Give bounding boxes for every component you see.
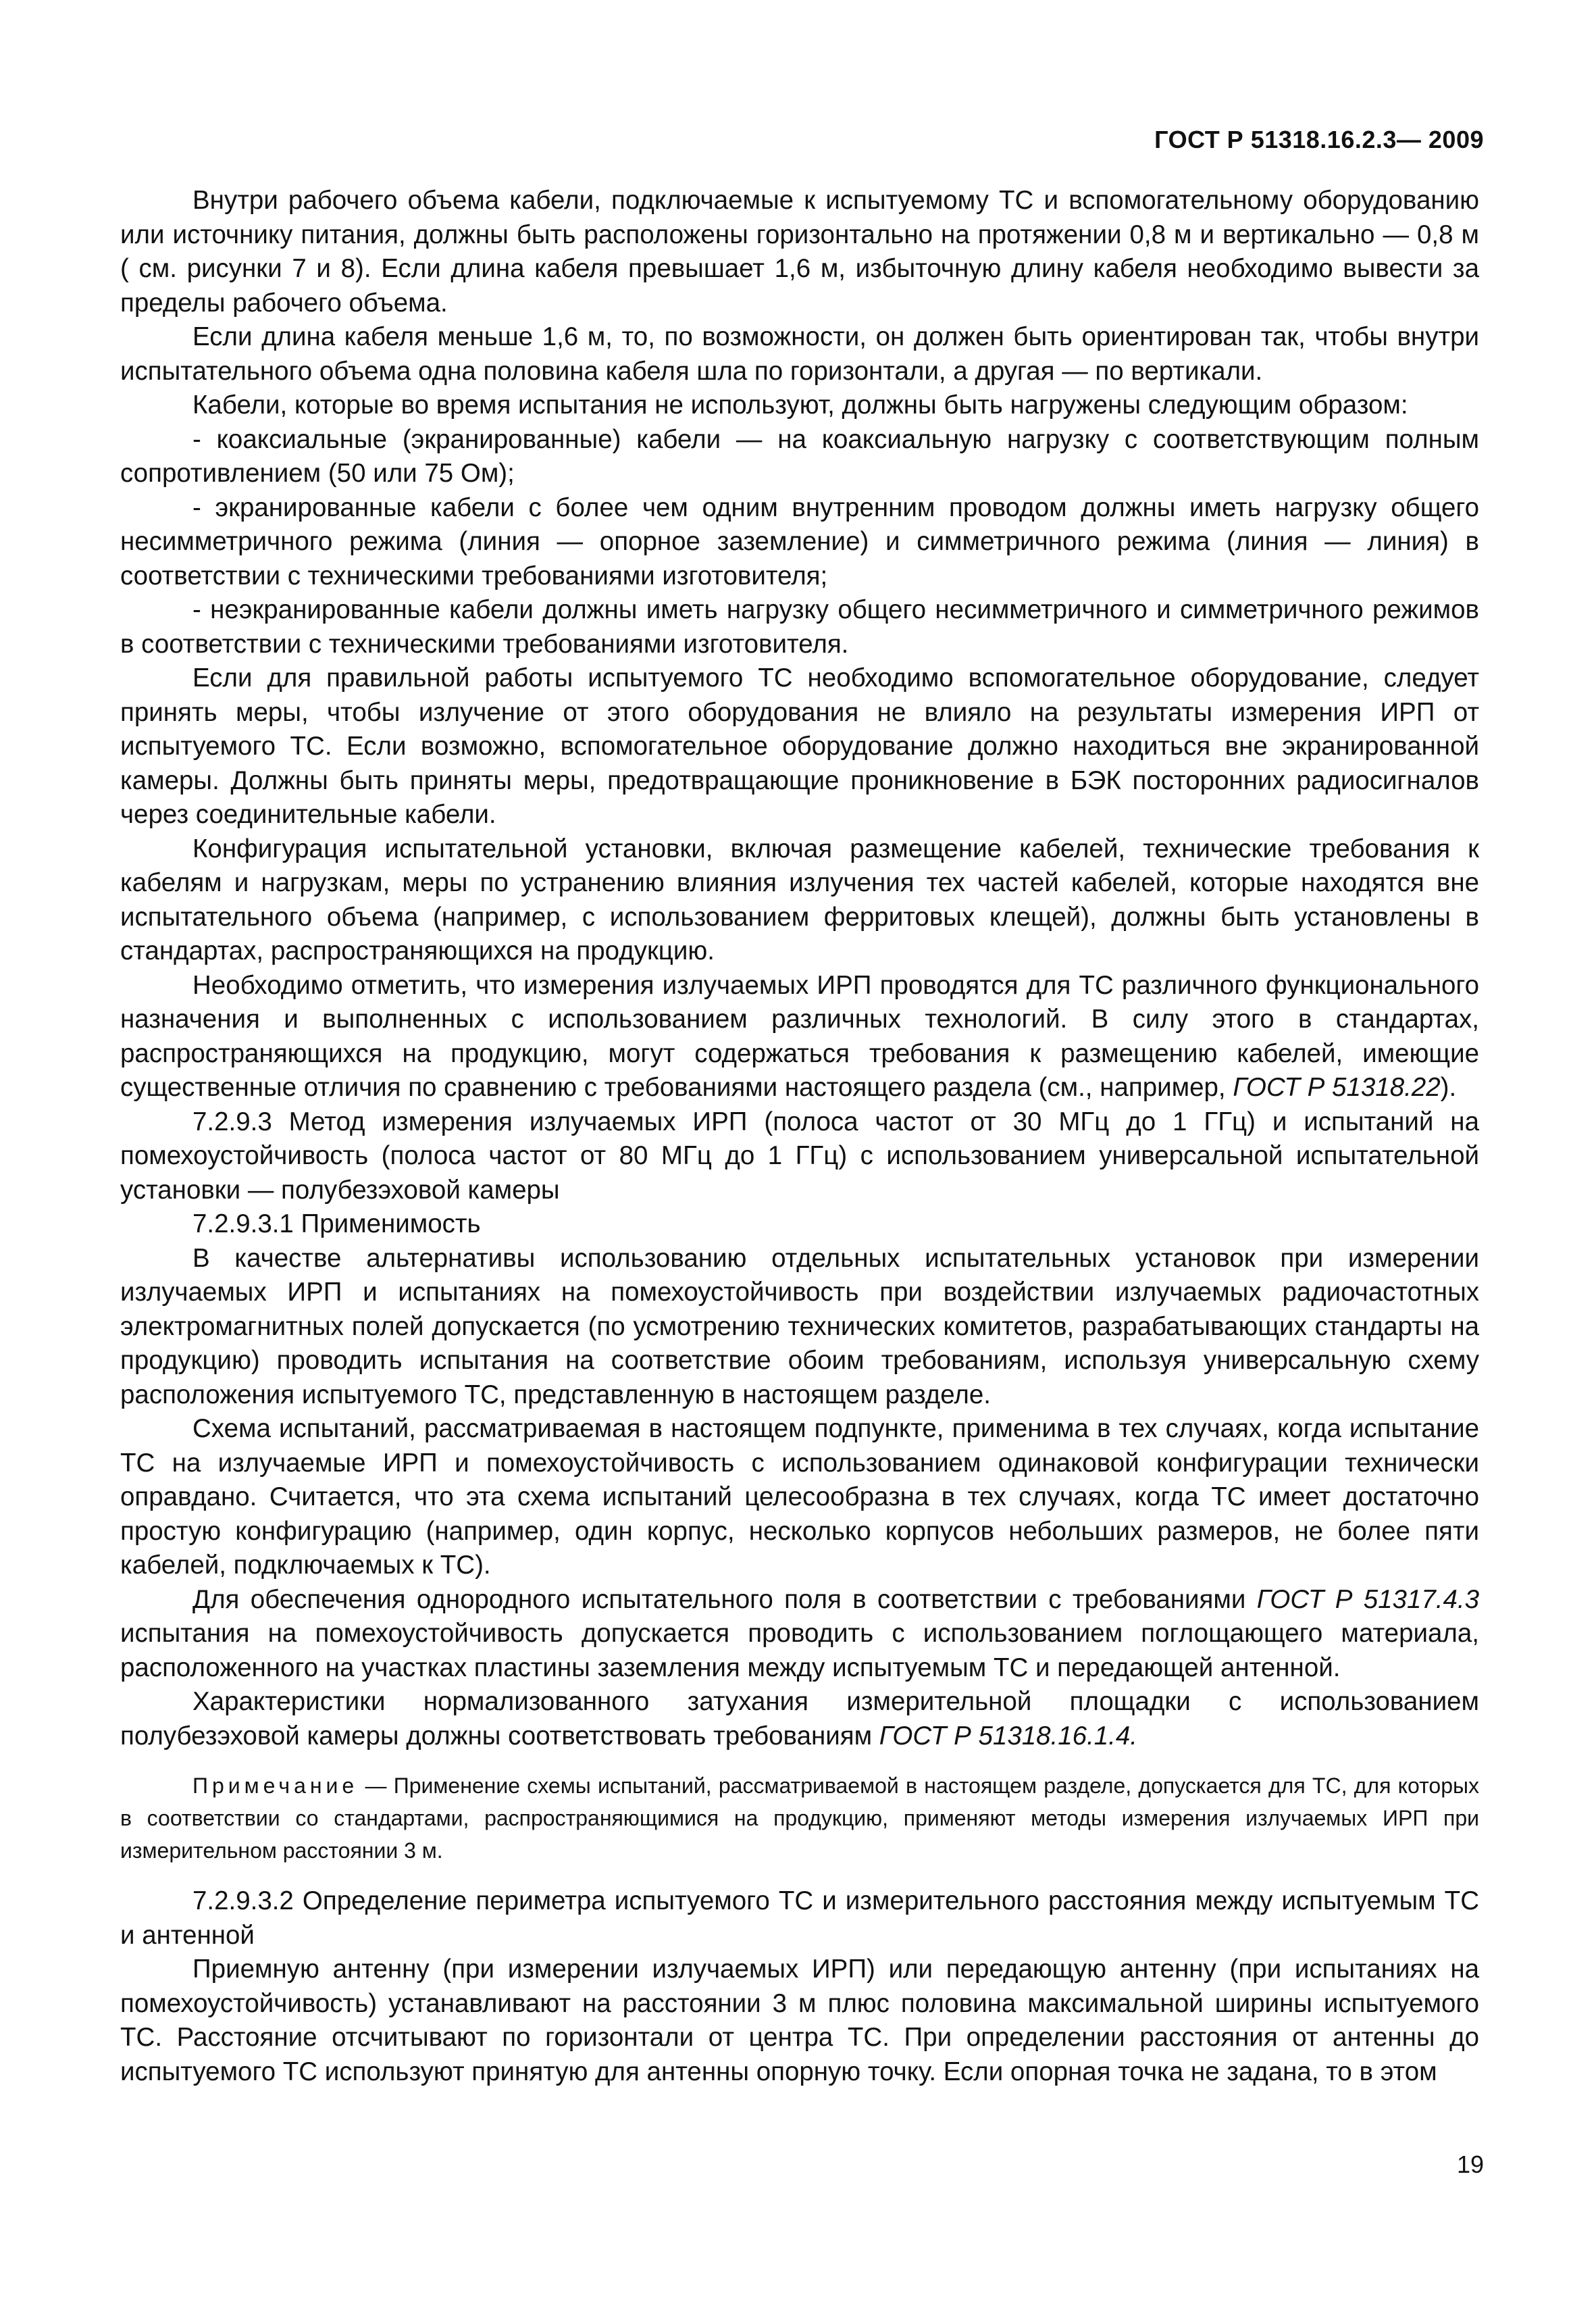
paragraph-configuration: Конфигурация испытательной установки, включая размещение кабелей, технические требования к кабелям и нагрузкам, меры по устранению влияния излучения тех частей кабелей, которые находятся вне испытательного объема (например, с использованием ферритовых клещей), должны быть установлены в стандартах, распространяющихся на продукцию. [120, 834, 1479, 965]
note-label: Примечание [192, 1774, 359, 1798]
standard-reference: ГОСТ Р 51318.22 [1233, 1073, 1441, 1102]
section-heading-7-2-9-3-1: 7.2.9.3.1 Применимость [192, 1209, 481, 1238]
note [120, 1769, 1479, 1867]
paragraph-auxiliary-equipment: Если для правильной работы испытуемого ТС необходимо вспомогательное оборудование, следует принять меры, чтобы излучение от этого оборудования не влияло на результаты измерения ИРП от испытуемого ТС. Если возможно, вспомогательное оборудование должно находиться вне экранированной камеры. Должны быть приняты меры, предотвращающие проникновение в БЭК посторонних радиосигналов через соединительные кабели. [120, 663, 1479, 829]
paragraph-cable-layout: Внутри рабочего объема кабели, подключаемые к испытуемому ТС и вспомогательному оборудованию или источнику питания, должны быть расположены горизонтально на протяжении 0,8 м и вертикально — 0,8 м ( см. рисунки 7 и 8). Если длина кабеля превышает 1,6 м, избыточную длину кабеля необходимо вывести за пределы рабочего объема. [120, 186, 1479, 318]
paragraph-text: Характеристики нормализованного затухания измерительной площадки с использованием полубезэховой камеры должны соответствовать требованиям [120, 1687, 1479, 1751]
page-number: 19 [1456, 2150, 1484, 2178]
paragraph-attenuation [120, 1685, 1479, 1753]
paragraph-text: Необходимо отметить, что измерения излучаемых ИРП проводятся для ТС различного функционального назначения и выполненных с использованием различных технологий. В силу этого в стандартах, распространяющихся на продукцию, могут содержаться требования к размещению кабелей, имеющие существенные отличия по сравнению с требованиями настоящего раздела (см., например, [120, 970, 1479, 1102]
list-item-shielded: - экранированные кабели с более чем одним внутренним проводом должны иметь нагрузку общего несимметричного режима (линия — опорное заземление) и симметричного режима (линия — линия) в соответствии с техническими требованиями изготовителя; [120, 493, 1479, 590]
document-header: ГОСТ Р 51318.16.2.3— 2009 [1154, 126, 1484, 153]
paragraph-test-scheme: Схема испытаний, рассматриваемая в настоящем подпункте, применима в тех случаях, когда испытание ТС на излучаемые ИРП и помехоустойчивость с использованием одинаковой конфигурации технически оправдано. Считается, что эта схема испытаний целесообразна в тех случаях, когда ТС имеет достаточно простую конфигурацию (например, один корпус, несколько корпусов небольших размеров, не более пяти кабелей, подключаемых к ТС). [120, 1414, 1479, 1580]
standard-reference: ГОСТ Р 51318.16.1.4. [879, 1721, 1137, 1751]
section-heading-7-2-9-3: 7.2.9.3 Метод измерения излучаемых ИРП (полоса частот от 30 МГц до 1 ГГц) и испытаний на помехоустойчивость (полоса частот от 80 МГц до 1 ГГц) с использованием универсальной испытательной установки — полубезэховой камеры [120, 1107, 1479, 1205]
paragraph-text-end: испытания на помехоустойчивость допускается проводить с использованием поглощающего материала, расположенного на участках пластины заземления между испытуемым ТС и передающей антенной. [120, 1619, 1479, 1682]
body-text [120, 184, 1479, 2089]
note-text: — Применение схемы испытаний, рассматриваемой в настоящем разделе, допускается для ТС, для которых в соответствии со стандартами, распространяющимися на продукцию, применяют методы измерения излучаемых ИРП при измерительном расстоянии 3 м. [120, 1774, 1479, 1863]
list-item-unshielded: - неэкранированные кабели должны иметь нагрузку общего несимметричного и симметричного режимов в соответствии с техническими требованиями изготовителя. [120, 595, 1479, 659]
list-item-coaxial: - коаксиальные (экранированные) кабели — на коаксиальную нагрузку с соответствующим полным сопротивлением (50 или 75 Ом); [120, 424, 1479, 488]
paragraph-note-technologies [120, 969, 1479, 1105]
paragraph-antenna-distance: Приемную антенну (при измерении излучаемых ИРП) или передающую антенну (при испытаниях на помехоустойчивость) устанавливают на расстоянии 3 м плюс половина максимальной ширины испытуемого ТС. Расстояние отсчитывают по горизонтали от центра ТС. При определении расстояния от антенны до испытуемого ТС используют принятую для антенны опорную точку. Если опорная точка не задана, то в этом [120, 1955, 1479, 2086]
paragraph-text-end: ). [1440, 1073, 1457, 1102]
paragraph-unused-cables: Кабели, которые во время испытания не используют, должны быть нагружены следующим образом: [192, 391, 1408, 420]
section-heading-7-2-9-3-2: 7.2.9.3.2 Определение периметра испытуемого ТС и измерительного расстояния между испытуемым ТС и антенной [120, 1886, 1479, 1950]
paragraph-text: Для обеспечения однородного испытательного поля в соответствии с требованиями [192, 1584, 1257, 1614]
paragraph-alternative: В качестве альтернативы использованию отдельных испытательных установок при измерении излучаемых ИРП и испытаниях на помехоустойчивость при воздействии излучаемых радиочастотных электромагнитных полей допускается (по усмотрению технических комитетов, разрабатывающих стандарты на продукцию) проводить испытания на соответствие обоим требованиям, используя универсальную схему расположения испытуемого ТС, представленную в настоящем разделе. [120, 1243, 1479, 1409]
paragraph-short-cable: Если длина кабеля меньше 1,6 м, то, по возможности, он должен быть ориентирован так, чтобы внутри испытательного объема одна половина кабеля шла по горизонтали, а другая — по вертикали. [120, 322, 1479, 386]
standard-reference: ГОСТ Р 51317.4.3 [1256, 1584, 1479, 1614]
paragraph-uniform-field [120, 1583, 1479, 1686]
